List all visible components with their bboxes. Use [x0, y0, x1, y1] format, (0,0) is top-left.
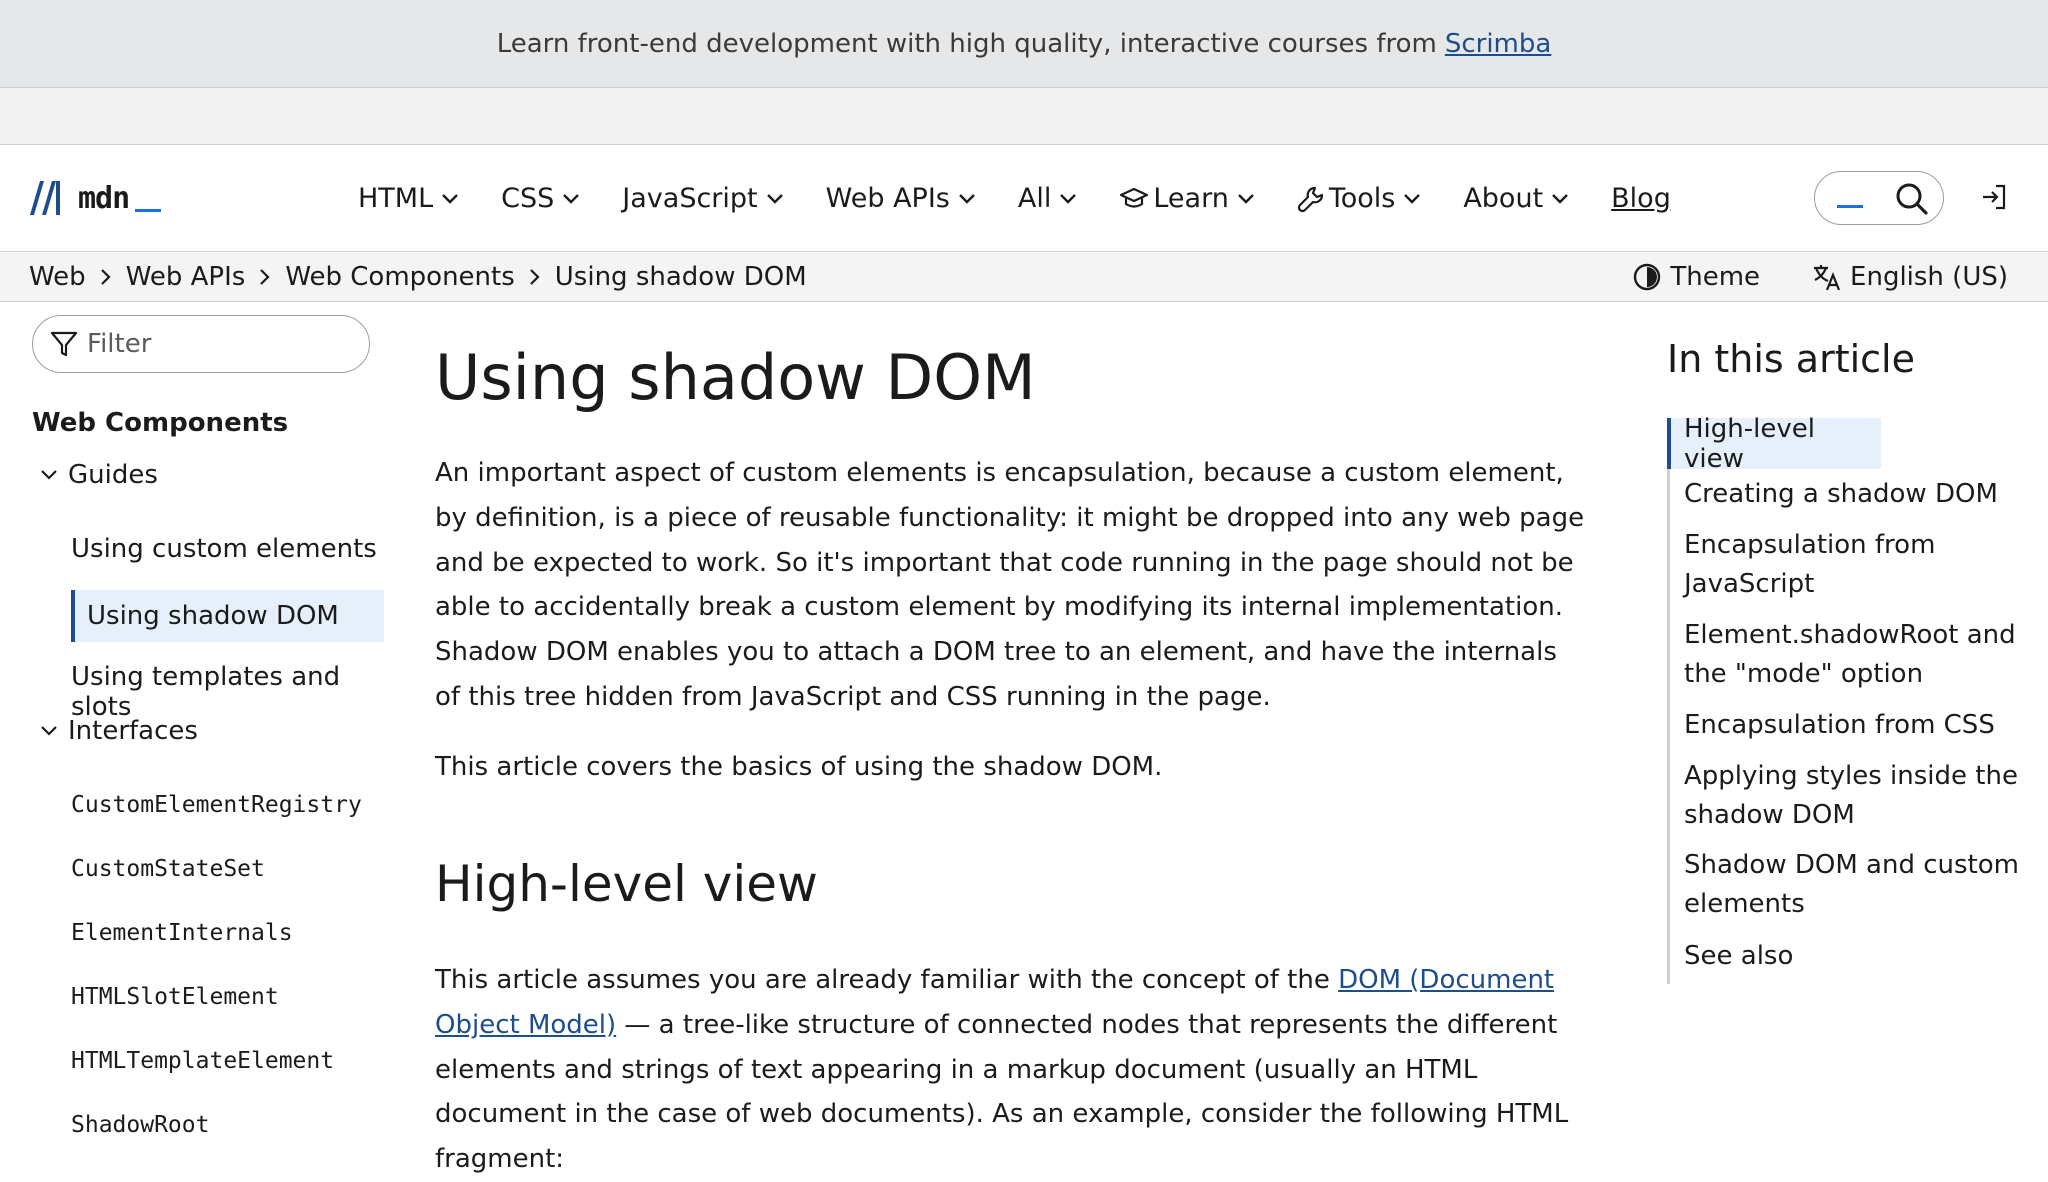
nav-html-label: HTML: [358, 183, 434, 214]
main-nav: [358, 145, 1671, 252]
breadcrumb-web[interactable]: Web: [29, 262, 86, 292]
breadcrumb-web-components[interactable]: Web Components: [285, 262, 515, 292]
nav-css-label: CSS: [501, 183, 555, 214]
scrimba-link[interactable]: Scrimba: [1444, 28, 1552, 59]
nav-about-label: About: [1463, 183, 1544, 214]
mdn-logo[interactable]: [28, 179, 161, 217]
sidebar-group-interfaces-label: Interfaces: [68, 716, 198, 746]
toc-item-shadowroot-mode[interactable]: Element.shadowRoot and the "mode" option: [1684, 620, 2016, 689]
language-button[interactable]: [1812, 262, 2008, 292]
search-icon: [1895, 182, 1929, 216]
summary-paragraph: This article covers the basics of using the shadow DOM.: [435, 752, 1163, 782]
graduation-cap-icon: [1119, 187, 1149, 211]
chevron-down-icon: [1551, 193, 1569, 205]
chevron-right-icon: [100, 268, 112, 286]
login-icon[interactable]: [1980, 183, 2008, 211]
breadcrumb-current: Using shadow DOM: [554, 262, 807, 292]
chevron-down-icon: [766, 193, 784, 205]
sidebar-group-guides-label: Guides: [68, 460, 158, 490]
breadcrumb: [29, 262, 807, 292]
toc-item-label: High-level view: [1684, 413, 1815, 474]
search-button[interactable]: [1814, 171, 1944, 225]
nav-learn[interactable]: [1119, 183, 1254, 214]
translate-icon: [1812, 262, 1842, 292]
sidebar-item-using-shadow-dom[interactable]: [71, 590, 384, 642]
nav-javascript[interactable]: [622, 183, 783, 214]
sidebar-item-label: Using shadow DOM: [87, 601, 339, 631]
chevron-down-icon: [1403, 193, 1421, 205]
chevron-down-icon: [40, 469, 58, 481]
chevron-down-icon: [1059, 193, 1077, 205]
search-cursor: [1837, 205, 1863, 208]
nav-javascript-label: JavaScript: [622, 183, 758, 214]
nav-learn-label: Learn: [1153, 183, 1229, 214]
chevron-right-icon: [259, 268, 271, 286]
logo-text: mdn: [78, 180, 130, 216]
banner-text: Learn front-end development with high quality, interactive courses from: [496, 28, 1437, 59]
theme-label: Theme: [1670, 262, 1761, 292]
breadcrumb-bar: [0, 253, 2048, 302]
toc-item-encapsulation-from-javascript[interactable]: Encapsulation from JavaScript: [1684, 530, 1936, 599]
ad-strip: [0, 88, 2048, 145]
toc-title: In this article: [1667, 337, 1915, 381]
sidebar-group-guides[interactable]: [40, 460, 158, 490]
intro-paragraph: An important aspect of custom elements is encapsulation, because a custom element, by definition, is a piece of reusable functionality: it might be dropped into any web page and be expected to work. So it's important that code running in the page should not be able to accidentally break a custom element by modifying its internal implementation. Shadow DOM enables you to attach a DOM tree to an element, and have the internals of this tree hidden from JavaScript and CSS running in the page.: [435, 458, 1585, 712]
logo-cursor: [135, 209, 161, 212]
wrench-icon: [1297, 185, 1325, 213]
toc-item-applying-styles[interactable]: Applying styles inside the shadow DOM: [1684, 761, 2018, 830]
chevron-down-icon: [958, 193, 976, 205]
filter-placeholder: Filter: [87, 329, 152, 359]
nav-tools-label: Tools: [1328, 183, 1396, 214]
filter-input[interactable]: [32, 315, 370, 373]
nav-about[interactable]: [1463, 183, 1569, 214]
nav-html[interactable]: [358, 183, 459, 214]
paragraph-text: This article assumes you are already familiar with the concept of the: [435, 965, 1330, 995]
page-options: [1580, 262, 2008, 292]
nav-tools[interactable]: [1297, 183, 1422, 214]
toc-item-shadow-dom-custom-elements[interactable]: Shadow DOM and custom elements: [1684, 850, 2019, 919]
toc-item-see-also[interactable]: See also: [1684, 941, 1794, 971]
section-heading-high-level-view: High-level view: [435, 855, 818, 913]
language-label: English (US): [1850, 262, 2008, 292]
chevron-down-icon: [441, 193, 459, 205]
toc-rail: [1667, 418, 1670, 984]
sidebar-item-using-custom-elements[interactable]: Using custom elements: [71, 534, 377, 564]
nav-css[interactable]: [501, 183, 580, 214]
toc-item-creating-a-shadow-dom[interactable]: Creating a shadow DOM: [1684, 479, 1998, 509]
filter-icon: [49, 329, 79, 359]
sidebar-item-htmlslotelement[interactable]: HTMLSlotElement: [71, 984, 279, 1010]
nav-blog-link[interactable]: Blog: [1611, 183, 1671, 214]
sidebar-item-customelementregistry[interactable]: CustomElementRegistry: [71, 792, 362, 818]
sidebar-item-shadowroot[interactable]: ShadowRoot: [71, 1112, 210, 1138]
breadcrumb-web-apis[interactable]: Web APIs: [125, 262, 246, 292]
page-title: Using shadow DOM: [435, 341, 1036, 414]
chevron-right-icon: [529, 268, 541, 286]
dom-link[interactable]: DOM (Document Object Model): [435, 965, 1555, 1040]
sidebar-item-elementinternals[interactable]: ElementInternals: [71, 920, 293, 946]
theme-button[interactable]: [1632, 262, 1760, 292]
nav-all-label: All: [1017, 183, 1052, 214]
nav-web-apis[interactable]: [826, 183, 976, 214]
toc-item-high-level-view[interactable]: [1667, 413, 1881, 474]
sidebar-item-htmltemplateelement[interactable]: HTMLTemplateElement: [71, 1048, 335, 1074]
sidebar-group-interfaces[interactable]: [40, 716, 198, 746]
sidebar-item-using-templates-and-slots[interactable]: Using templates and slots: [71, 662, 341, 722]
toc-item-encapsulation-from-css[interactable]: Encapsulation from CSS: [1684, 710, 1995, 740]
paragraph-text: — a tree-like structure of connected nodes that represents the different elements and strings of text appearing in a markup document (usually an HTML document in the case of web documents). As an example, consider the following HTML fragment:: [435, 1009, 1569, 1175]
sidebar-title: Web Components: [32, 408, 289, 438]
high-level-paragraph: [435, 958, 1585, 1182]
theme-icon: [1632, 262, 1662, 292]
sidebar-item-customstateset[interactable]: CustomStateSet: [71, 856, 265, 882]
chevron-down-icon: [40, 725, 58, 737]
site-header: [0, 145, 2048, 252]
nav-all[interactable]: [1018, 183, 1077, 214]
chevron-down-icon: [562, 193, 580, 205]
nav-web-apis-label: Web APIs: [825, 183, 950, 214]
mdn-m-icon: [28, 179, 70, 217]
chevron-down-icon: [1237, 193, 1255, 205]
sidebar: [0, 303, 400, 1152]
promo-banner: [0, 0, 2048, 88]
